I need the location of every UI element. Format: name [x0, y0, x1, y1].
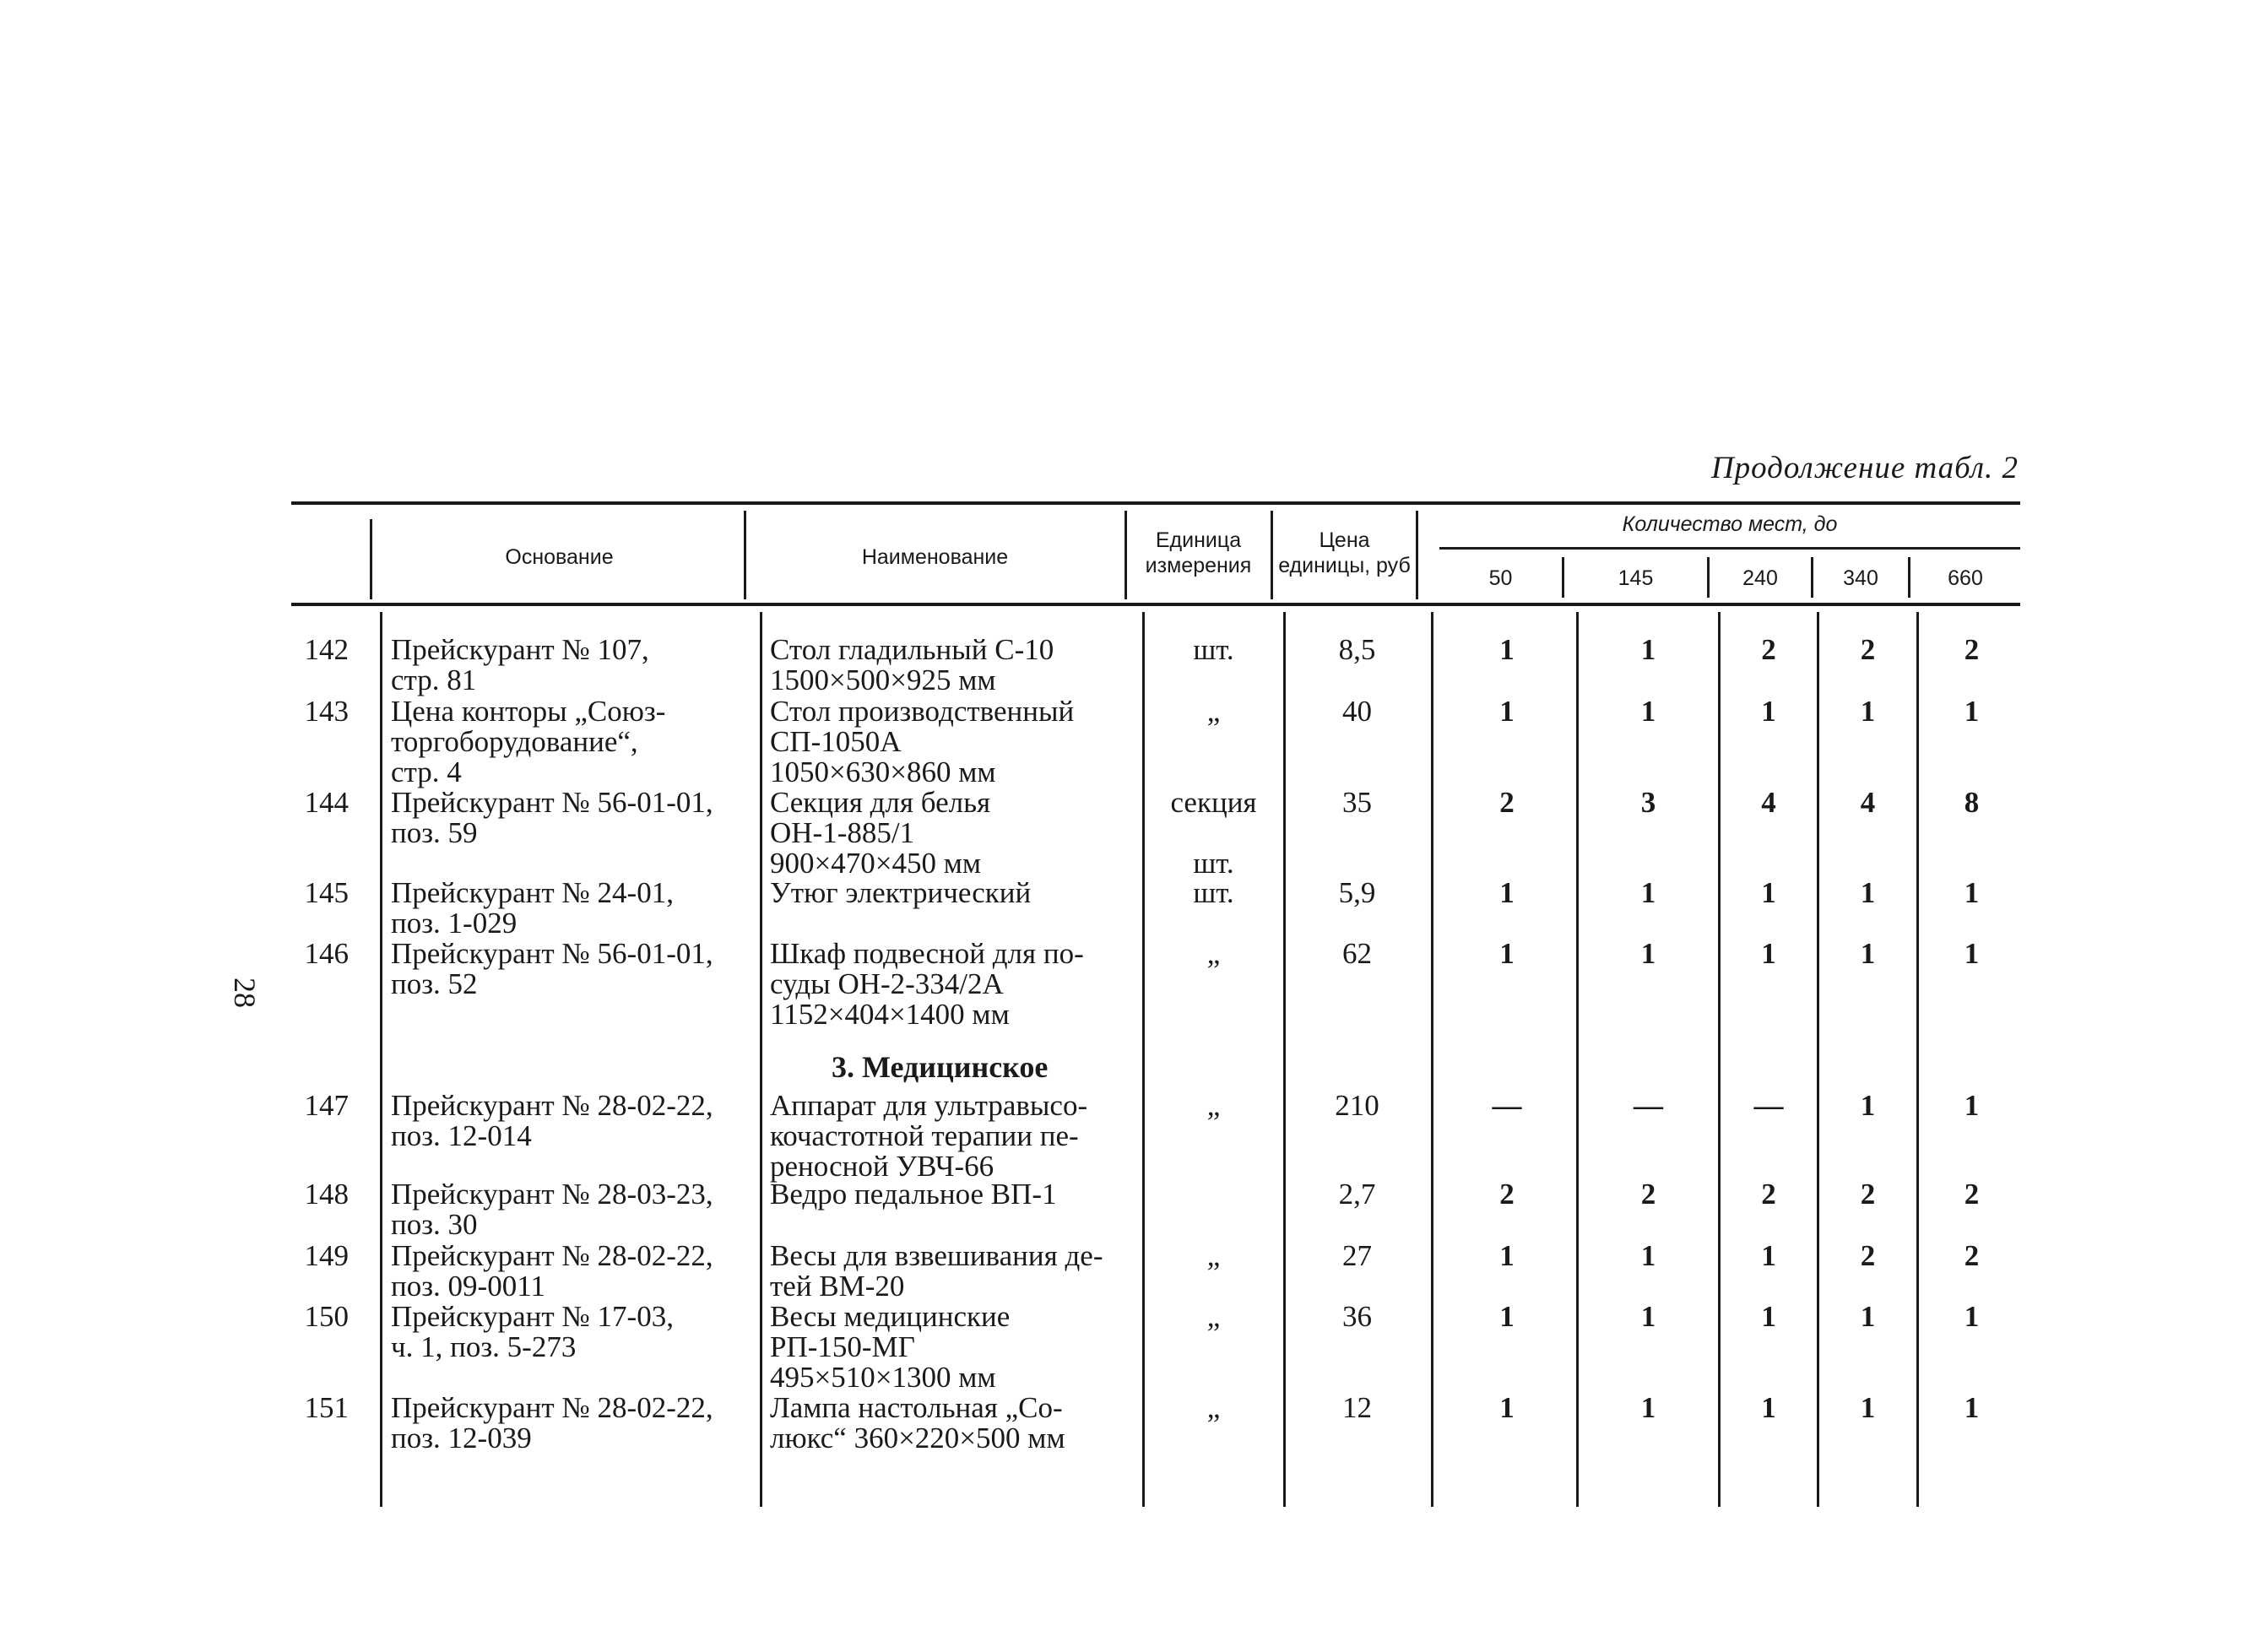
column-divider	[1718, 612, 1721, 1507]
row-basis: Прейскурант № 17-03, ч. 1, поз. 5-273	[391, 1300, 674, 1363]
column-divider	[1431, 612, 1433, 1507]
row-number: 142	[304, 633, 349, 666]
column-divider	[380, 612, 382, 1507]
column-divider	[1817, 612, 1819, 1507]
row-quantity: 4	[1761, 786, 1776, 819]
row-quantity: 1	[1964, 1300, 1980, 1333]
column-divider	[760, 612, 762, 1507]
row-quantity: 1	[1860, 937, 1876, 970]
row-name: Аппарат для ультравысо- кочастотной терапии пе- реносной УВЧ-66	[770, 1089, 1088, 1183]
row-quantity: 2	[1964, 1178, 1980, 1211]
column-divider	[1283, 612, 1286, 1507]
row-quantity: 1	[1640, 633, 1656, 666]
row-quantity: 1	[1964, 1089, 1980, 1122]
row-quantity: 1	[1761, 1391, 1776, 1424]
row-price: 40	[1342, 695, 1372, 728]
header-divider	[370, 519, 372, 599]
row-price: 5,9	[1338, 876, 1376, 909]
row-quantity: 1	[1499, 1300, 1515, 1333]
row-number: 149	[304, 1239, 349, 1272]
row-unit: „	[1206, 1239, 1221, 1272]
row-basis: Прейскурант № 28-02-22, поз. 12-014	[391, 1089, 713, 1152]
row-quantity: 1	[1640, 937, 1656, 970]
row-quantity: 1	[1860, 1391, 1876, 1424]
row-quantity: 4	[1860, 786, 1876, 819]
header-bottom-rule	[291, 603, 2020, 606]
header-unit: Единица измерения	[1145, 528, 1252, 577]
header-place-col: 340	[1843, 566, 1878, 590]
row-basis: Прейскурант № 28-02-22, поз. 09-0011	[391, 1239, 713, 1303]
row-quantity: 1	[1499, 695, 1515, 728]
row-unit: „	[1206, 1300, 1221, 1333]
row-number: 148	[304, 1178, 349, 1211]
row-number: 145	[304, 876, 349, 909]
row-quantity: 2	[1860, 1239, 1876, 1272]
row-unit: шт.	[1193, 633, 1234, 666]
row-quantity: 2	[1964, 1239, 1980, 1272]
row-quantity: 8	[1964, 786, 1980, 819]
header-place-col: 240	[1742, 566, 1778, 590]
row-name: Стол производственный СП-1050А 1050×630×860 мм	[770, 695, 1075, 788]
row-basis: Прейскурант № 56-01-01, поз. 59	[391, 786, 713, 849]
row-quantity: —	[1492, 1089, 1522, 1122]
row-number: 150	[304, 1300, 349, 1333]
row-quantity: 1	[1499, 1239, 1515, 1272]
row-quantity: 1	[1964, 695, 1980, 728]
row-quantity: —	[1753, 1089, 1784, 1122]
header-divider	[1416, 511, 1418, 599]
page-number: 28	[228, 978, 262, 1008]
row-quantity: 1	[1761, 1239, 1776, 1272]
row-name: Весы медицинские РП-150-МГ 495×510×1300 мм	[770, 1300, 1011, 1394]
row-quantity: 1	[1761, 1300, 1776, 1333]
row-quantity: 2	[1640, 1178, 1656, 1211]
header-name: Наименование	[861, 545, 1009, 569]
row-basis: Цена конторы „Союз- торгоборудование“, стр. 4	[391, 695, 666, 788]
row-unit: секция	[1170, 786, 1257, 819]
row-name: Весы для взвешивания де- тей ВМ-20	[770, 1239, 1103, 1303]
row-quantity: 2	[1761, 633, 1776, 666]
row-quantity: 2	[1964, 633, 1980, 666]
row-name: Стол гладильный С-10 1500×500×925 мм	[770, 633, 1054, 696]
row-quantity: 1	[1860, 1300, 1876, 1333]
row-unit: „	[1206, 937, 1221, 970]
row-basis: Прейскурант № 28-03-23, поз. 30	[391, 1178, 713, 1241]
row-unit-continuation: шт.	[1193, 847, 1234, 880]
row-number: 151	[304, 1391, 349, 1424]
row-unit: шт.	[1193, 876, 1234, 909]
row-quantity: 2	[1860, 633, 1876, 666]
table-top-rule	[291, 501, 2020, 505]
row-quantity: 1	[1499, 1391, 1515, 1424]
row-quantity: 1	[1499, 633, 1515, 666]
column-divider	[1142, 612, 1145, 1507]
header-place-col: 145	[1618, 566, 1654, 590]
row-quantity: 2	[1761, 1178, 1776, 1211]
header-place-col: 660	[1948, 566, 1983, 590]
section-title: 3. Медицинское	[832, 1050, 1049, 1084]
row-price: 36	[1342, 1300, 1372, 1333]
row-quantity: 1	[1761, 937, 1776, 970]
header-place-col: 50	[1488, 566, 1513, 590]
row-price: 62	[1342, 937, 1372, 970]
row-quantity: 1	[1640, 695, 1656, 728]
column-divider	[1576, 612, 1579, 1507]
row-price: 12	[1342, 1391, 1372, 1424]
row-quantity: 1	[1640, 1391, 1656, 1424]
row-name: Лампа настольная „Со- люкс“ 360×220×500 мм	[770, 1391, 1065, 1454]
row-quantity: 1	[1640, 1239, 1656, 1272]
row-number: 143	[304, 695, 349, 728]
row-basis: Прейскурант № 56-01-01, поз. 52	[391, 937, 713, 1000]
row-quantity: 2	[1499, 1178, 1515, 1211]
row-quantity: 1	[1860, 1089, 1876, 1122]
row-price: 35	[1342, 786, 1372, 819]
header-basis: Основание	[505, 545, 614, 569]
row-unit: „	[1206, 1391, 1221, 1424]
row-basis: Прейскурант № 24-01, поз. 1-029	[391, 876, 674, 940]
row-quantity: 1	[1964, 1391, 1980, 1424]
row-quantity: 1	[1860, 876, 1876, 909]
table-caption: Продолжение табл. 2	[1710, 451, 2019, 485]
row-quantity: 1	[1860, 695, 1876, 728]
row-unit: „	[1206, 1089, 1221, 1122]
row-unit: „	[1206, 695, 1221, 728]
row-quantity: 1	[1761, 876, 1776, 909]
row-number: 147	[304, 1089, 349, 1122]
row-quantity: 1	[1761, 695, 1776, 728]
header-places: Количество мест, до	[1622, 512, 1838, 536]
row-quantity: 1	[1499, 876, 1515, 909]
row-name: Секция для белья ОН-1-885/1 900×470×450 мм	[770, 786, 991, 880]
row-quantity: 1	[1640, 1300, 1656, 1333]
header-divider	[1124, 511, 1127, 599]
header-price: Цена единицы, руб	[1278, 528, 1411, 577]
row-quantity: 1	[1964, 937, 1980, 970]
header-divider	[1271, 511, 1273, 599]
row-number: 144	[304, 786, 349, 819]
row-name: Утюг электрический	[770, 876, 1032, 909]
column-divider	[1916, 612, 1919, 1507]
row-quantity: 1	[1499, 937, 1515, 970]
row-name: Ведро педальное ВП-1	[770, 1178, 1057, 1211]
row-quantity: —	[1634, 1089, 1663, 1122]
row-price: 27	[1342, 1239, 1372, 1272]
row-basis: Прейскурант № 107, стр. 81	[391, 633, 649, 696]
row-quantity: 2	[1499, 786, 1515, 819]
row-price: 210	[1335, 1089, 1379, 1122]
row-number: 146	[304, 937, 349, 970]
row-quantity: 1	[1964, 876, 1980, 909]
places-subheader-rule	[1439, 547, 2020, 550]
row-name: Шкаф подвесной для по- суды ОН-2-334/2А 1152×404×1400 мм	[770, 937, 1084, 1031]
header-divider	[744, 511, 746, 599]
row-basis: Прейскурант № 28-02-22, поз. 12-039	[391, 1391, 713, 1454]
row-quantity: 1	[1640, 876, 1656, 909]
row-quantity: 2	[1860, 1178, 1876, 1211]
row-price: 2,7	[1338, 1178, 1376, 1211]
row-price: 8,5	[1338, 633, 1376, 666]
row-quantity: 3	[1640, 786, 1656, 819]
